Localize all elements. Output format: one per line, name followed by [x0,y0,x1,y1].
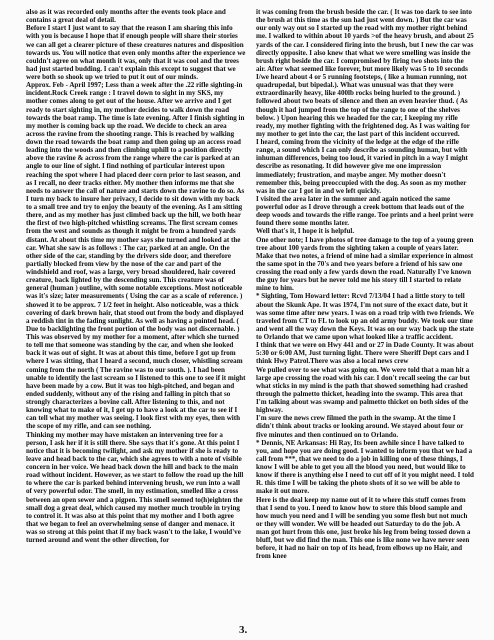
paragraph: Well that's it, I hope it is helpful. [256,227,355,236]
paragraph: Here is the deal keep my name out of it to where this stuff comes from that I send to you. I need to know how to store this blood sample and how much you need and I will be sending you some flesh but not much or they will wonder. We will be headed out Saturday to do the job. A man got hurt from this one, just broke his leg from being tossed down a bluff, but we did find the man. This one is like none we have never seen before, it had no hair on top of its head, from elbows up no Hair, and from knee [256,495,471,561]
paragraph: Thinking my mother may have mistaken an intervening tree for a person, I ask her if it is still there. She says that it's gone. At this point I notice that it is becoming twilight, and ask my mother if she is ready to leave and head back to the car, which she agrees to with a note of visible concern in her voice. We head back down the hill and back to the main road without incident. However, as we start to follow the road up the hill to where the car is parked behind intervening brush, we run into a wall of very powerful odor. The smell, in my estimation, smelled like a cross between an open sewer and a pigpen. This smell seemed to(h)eighten the small dog a great deal, which caused my mother much trouble in trying to control it. It was also at this point that my mother and I both agree that we began to feel an overwhelming sense of danger and menace. it was so strong at this point that if my back wasn't to the lake, I would've turned around and went the other direction, for [26,430,244,545]
right-text-column [256,8,474,561]
paragraph: I'm sure the news crew filmed the path in the swamp. At the time I didn't think about tracks or looking around. We stayed about four or five minutes and then continued on to Orlando. [256,414,464,439]
paragraph: I think that we were on Hwy 441 and or 27 in Dade County. It was about 5:30 or 6:00 AM, Just turning light. There were Sheriff Dept cars and I think Hwy Patrol.There was also a local news crew [256,341,474,366]
page-number: 3. [239,624,248,636]
paragraph: We pulled over to see what was going on. We were told that a man hit a large ape crossing the road with his car. I don't recall seeing the car but what sticks in my mind is the path that showed something had crashed through the palmetto thicket, heading into the swamp. This area that I'm talking about was swamp and palmetto thicket on both sides of the highway. [256,365,470,415]
paragraph: One other note; I have photos of tree damage to the top of a young green tree about 100 yards from the sighting taken a couple of years later. Make that two notes, a friend of mine had a similar experience in almost the same spot in the 70's and two years before a friend of his saw one crossing the road only a few yards down the road. Naturally I've known the guy for years but he never told me his story till I started to relate mine to him. [256,235,474,293]
paragraph: I heard, coming from the vicinity of the ledge at the edge of the rifle range, a sound which I can only describe as sounding human, but with inhuman differences, being too loud, it varied in pitch in a way I might describe as resonating. It did however give me one impression immediately; frustration, and maybe anger. My mother doesn't remember this, being preoccupied with the dog. As soon as my mother was in the car I got in and we left quickly. [256,138,468,195]
paragraph: also as it was recorded only months after the events took place and contains a great deal of detail. [26,8,226,25]
paragraph: * Dennis, NE Arkansas: Hi Ray, Its been awhile since I have talked to you, and hope you are doing good. I wanted to inform you that we had a call from ***, that we need to do a job in killing one of these things, I know I will be able to get you all the blood you need, but would like to know if there is anything else I need to cut off of it you might need. I told R. this time I will be taking the photo shots of it so we will be able to make it out more. [256,438,474,496]
paragraph: * Sighting, Tom Howard letter: Rcvd 7/13/04 I had a little story to tell about the Skunk Ape. It was 1974, I'm not sure of the exact date, but it was some time after new years. I was on a road trip with two friends. We traveled from CT to FL to look up an old army buddy. We took our time and went all the way down the Keys. It was on our way back up the state to Orlando that we came upon what looked like a traffic accident. [256,292,474,341]
paragraph: I visited the area later in the summer and again noticed the same powerful odor as I drove through a creek bottom that leads out of the deep woods and towards the rifle range. Toe prints and a heel print were found there some months later. [256,194,474,228]
paragraph: it was coming from the brush beside the car. ( It was too dark to see into the brush at this time as the sun had just went down. ) But the car was our only way out so I started up the road with my mother right behind me. I walked to within about 10 yards >of the heavy brush, and about 25 yards of the car. I considered firing into the brush, but I new the car was directly opposite. I also knew that what we were smelling was inside the brush right beside the car. I compromised by firing two shots into the air. After what seemed like forever, but more likely was 5 to 10 seconds I/we heard about 4 or 5 running footsteps, ( like a human running, not quadrupedal, but bipedal.). What was unusual was that they were extraordinarily heavy, like 400lb rocks being hurled to the ground. ) followed about two beats of silence and then an even heavier thud. ( As though it had jumped from the top of the range to one of the shelves below. ) Upon hearing this we headed for the car, I keeping my rifle ready, my mother fighting with the frightened dog. As I was waiting for my mother to get into the car, the last part of this incident occurred. [256,8,474,138]
paragraph: Approx. Feb - April 1997; Less than a week after the .22 rifle sighting-in incident.Rock Creek range : I travel down to sight in my SKS, my mother comes along to get out of the house. After we arrive and I get ready to start sighting in, my mother decides to walk down the road towards the boat ramp. The time is late evening. After I finish sighting in my mother is coming back up the road. We decide to check an area across the ravine from the shooting range. This is reached by walking down the road towards the boat ramp and then going up an access road leading into the woods and then climbing uphill to a position directly above the ravine & across from the range where the car is parked at an angle to our line of sight. I find nothing of particular interest upon reaching the spot where I had placed deer corn prior to last season, and as I recall, no deer tracks either. My mother then informs me that she needs to answer the call of nature and starts down the ravine to do so. As I turn my back to insure her privacy, I decide to sit down with my back to a small tree and try to enjoy the beauty of the evening. As I am sitting there, and as my mother has just climbed back up the hill, we both hear the first of two high-pitched whistling screams. The first scream comes from the west and sounds as though it might be from a hundred yards distant. At about this time my mother says she turned and looked at the car. What she saw is as follows : The car, parked at an angle. On the other side of the car, standing by the drivers side door, and therefore partially blocked from view by the nose of the car and part of the windshield and roof, was a large, very broad shouldered, hair covered creature, back lighted by the descending sun. This creature was of general (human ) outline, with some notable exceptions. Most noticeable was it's size; later measurements ( Using the car as a scale of reference. ) showed it to be approx. 7 1/2 feet in height. Also noticeable, was a thick covering of dark brown hair, that stood out from the body and displayed a reddish tint in the fading sunlight. As well as having a pointed head. ( Due to backlighting the front portion of the body was not discernable. ) This was observed by my mother for a moment, after which she turned to tell me that someone was standing by the car, and when she looked back it was out of sight. It was at about this time, before I got up from where I was sitting, that I heard a second, much closer, whistling scream coming from the north ( The ravine was to our south. ). I had been unable to identify the last scream so I listened to this one to see if it might have been made by a cow. But it was too high-pitched, and began and ended suddenly, without any of the rising and falling in pitch that so strongly characterizes a bovine call. After listening to this, and not knowing what to make of it, I get up to have a look at the car to see if I can tell what my mother was seeing. I look first with my eyes, then with the scope of my rifle, and can see nothing. [26,81,246,431]
left-text-column [26,8,246,544]
paragraph: Before I start I just want to say that the reason I am sharing this info with you is because I hope that if enough people will share their stories we can all get a clearer picture of these creatures natures and disposition towards us. You will notice that even only months after the experience we couldn't agree on what month it was, only that it was cool and the trees had just started budding. I can't explain this except to suggest that we were both so shook up we tried to put it out of our minds. [26,24,246,81]
